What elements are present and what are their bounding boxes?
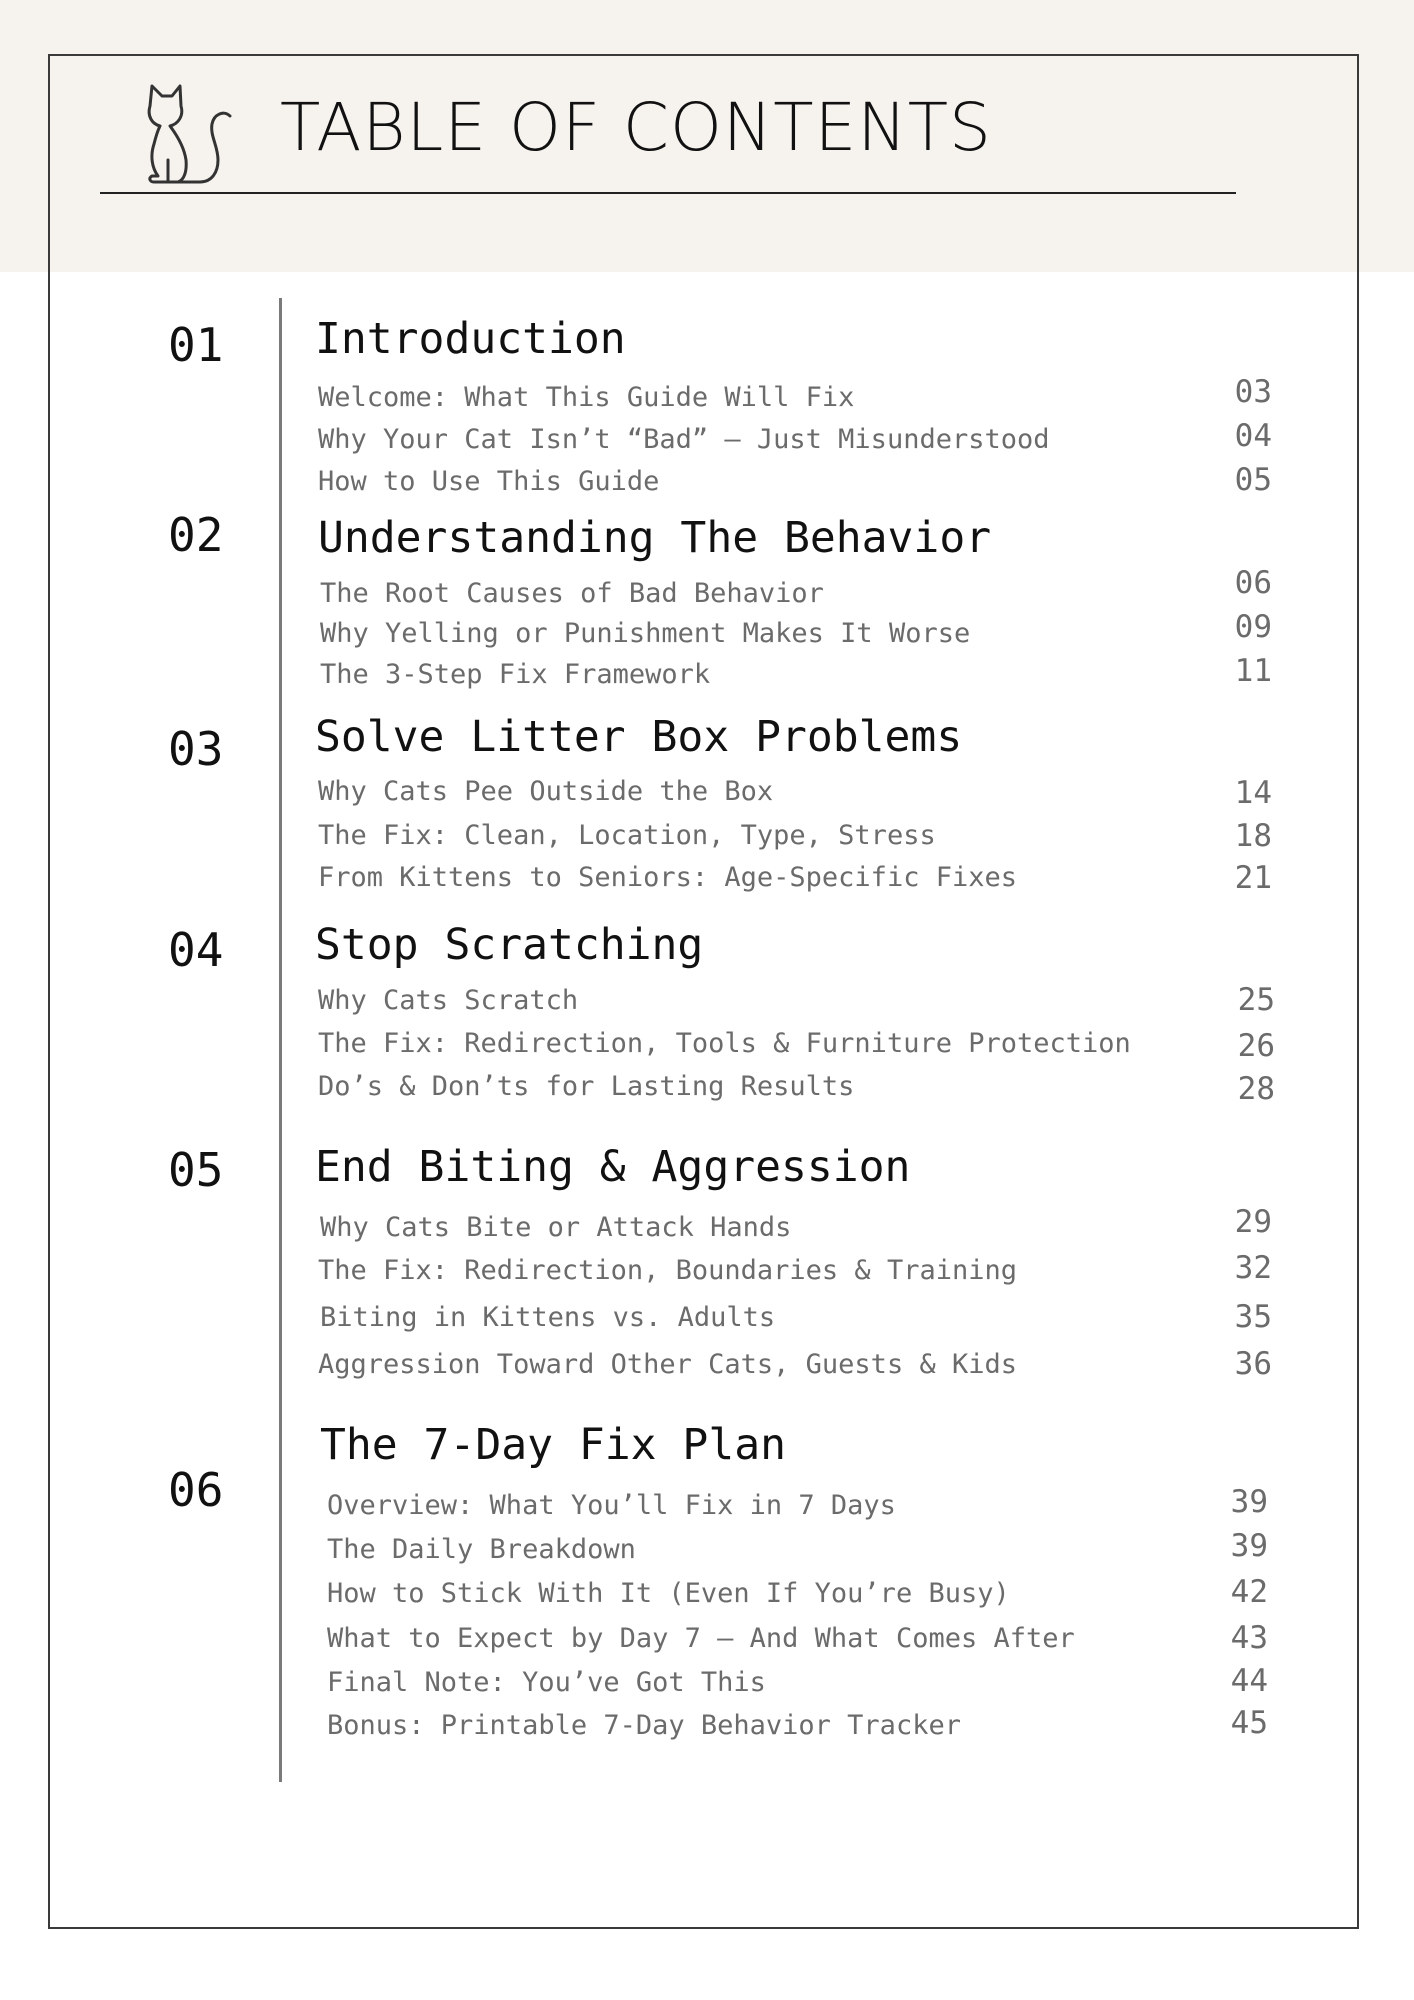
toc-item[interactable]: Do’s & Don’ts for Lasting Results	[318, 1071, 855, 1102]
toc-item[interactable]: Welcome: What This Guide Will Fix	[318, 382, 855, 413]
page-number: 18	[1234, 818, 1272, 854]
toc-item[interactable]: The Root Causes of Bad Behavior	[320, 578, 824, 609]
page-number: 21	[1234, 860, 1272, 896]
toc-item[interactable]: Why Your Cat Isn’t “Bad” — Just Misunderstood	[318, 424, 1050, 455]
page-number: 06	[1234, 565, 1272, 601]
title-divider	[100, 192, 1236, 194]
toc-item[interactable]: Why Yelling or Punishment Makes It Worse	[320, 618, 971, 649]
section-number: 03	[168, 722, 224, 776]
section-divider-line	[279, 298, 282, 1782]
section-title[interactable]: Introduction	[315, 314, 626, 364]
toc-item[interactable]: How to Use This Guide	[318, 466, 660, 497]
page-number: 05	[1234, 462, 1272, 498]
section-number: 04	[168, 923, 224, 977]
section-number: 02	[168, 508, 224, 562]
page-number: 09	[1234, 609, 1272, 645]
toc-item[interactable]: What to Expect by Day 7 — And What Comes After	[327, 1623, 1075, 1654]
toc-item[interactable]: Aggression Toward Other Cats, Guests & Kids	[318, 1349, 1017, 1380]
page-number: 42	[1230, 1574, 1268, 1610]
toc-item[interactable]: Bonus: Printable 7-Day Behavior Tracker	[327, 1710, 961, 1741]
page-number: 25	[1237, 982, 1275, 1018]
toc-item[interactable]: The Fix: Redirection, Tools & Furniture Protection	[318, 1028, 1131, 1059]
page-number: 04	[1234, 418, 1272, 454]
section-number: 05	[168, 1143, 224, 1197]
toc-item[interactable]: Why Cats Scratch	[318, 985, 579, 1016]
page-number: 39	[1230, 1484, 1268, 1520]
page-number: 35	[1234, 1299, 1272, 1335]
page-number: 14	[1234, 775, 1272, 811]
page-number: 29	[1234, 1204, 1272, 1240]
section-title[interactable]: The 7-Day Fix Plan	[320, 1420, 786, 1470]
toc-item[interactable]: Overview: What You’ll Fix in 7 Days	[327, 1490, 896, 1521]
cat-icon	[138, 80, 238, 186]
toc-item[interactable]: Biting in Kittens vs. Adults	[320, 1302, 776, 1333]
toc-item[interactable]: Why Cats Pee Outside the Box	[318, 776, 774, 807]
toc-item[interactable]: Why Cats Bite or Attack Hands	[320, 1212, 792, 1243]
toc-item[interactable]: From Kittens to Seniors: Age-Specific Fixes	[318, 862, 1017, 893]
toc-item[interactable]: Final Note: You’ve Got This	[327, 1667, 766, 1698]
section-title[interactable]: Stop Scratching	[315, 920, 704, 970]
page-number: 39	[1230, 1528, 1268, 1564]
page-number: 03	[1234, 374, 1272, 410]
toc-item[interactable]: How to Stick With It (Even If You’re Busy)	[327, 1578, 1010, 1609]
section-number: 01	[168, 318, 224, 372]
toc-item[interactable]: The 3-Step Fix Framework	[320, 659, 711, 690]
section-title[interactable]: End Biting & Aggression	[315, 1142, 911, 1192]
toc-item[interactable]: The Daily Breakdown	[327, 1534, 636, 1565]
page-number: 32	[1234, 1250, 1272, 1286]
page-number: 43	[1230, 1620, 1268, 1656]
page-number: 28	[1237, 1071, 1275, 1107]
toc-item[interactable]: The Fix: Redirection, Boundaries & Training	[318, 1255, 1017, 1286]
page-number: 45	[1230, 1705, 1268, 1741]
page-number: 44	[1230, 1663, 1268, 1699]
toc-item[interactable]: The Fix: Clean, Location, Type, Stress	[318, 820, 936, 851]
section-number: 06	[168, 1463, 224, 1517]
page-number: 36	[1234, 1346, 1272, 1382]
section-title[interactable]: Solve Litter Box Problems	[315, 712, 963, 762]
section-title[interactable]: Understanding The Behavior	[318, 513, 992, 563]
page-number: 11	[1234, 653, 1272, 689]
page-number: 26	[1237, 1028, 1275, 1064]
page-title: TABLE OF CONTENTS	[280, 89, 992, 166]
